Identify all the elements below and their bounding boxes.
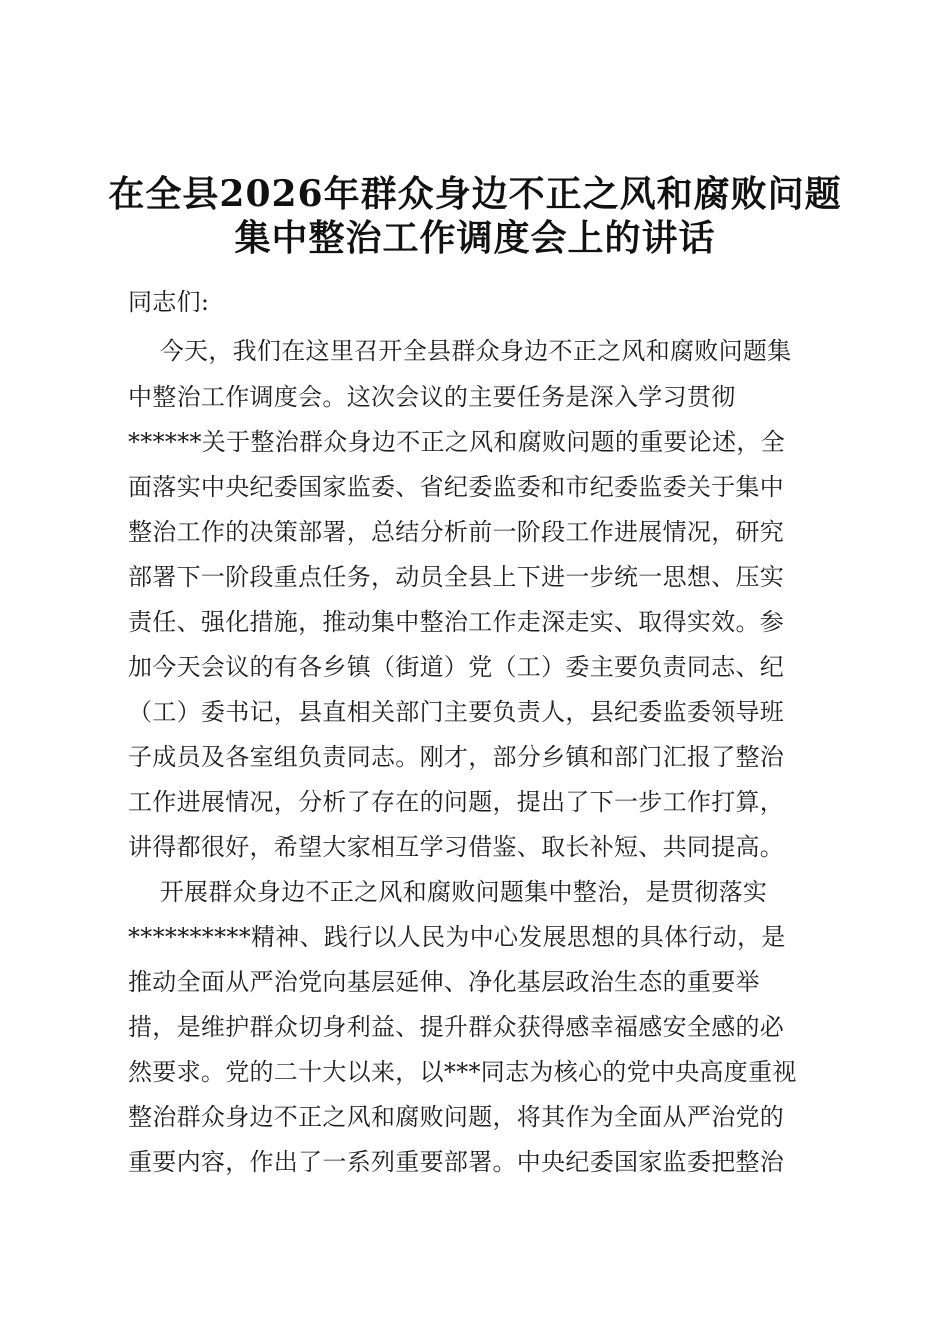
- document-title-line-2: 集中整治工作调度会上的讲话: [234, 217, 716, 259]
- paragraph-line: 面落实中央纪委国家监委、省纪委监委和市纪委监委关于集中: [128, 473, 785, 501]
- paragraph-line: ******关于整治群众身边不正之风和腐败问题的重要论述，全: [128, 428, 785, 456]
- paragraph-line: 工作进展情况，分析了存在的问题，提出了下一步工作打算，: [128, 788, 785, 816]
- document-title-line-1: 在全县2026年群众身边不正之风和腐败问题: [108, 173, 842, 215]
- paragraph-line: 部署下一阶段重点任务，动员全县上下进一步统一思想、压实: [128, 563, 785, 591]
- paragraph-line: 责任、强化措施，推动集中整治工作走深走实、取得实效。参: [128, 608, 785, 636]
- paragraph-line: 重要内容，作出了一系列重要部署。中央纪委国家监委把整治: [128, 1148, 785, 1176]
- paragraph-line: 整治群众身边不正之风和腐败问题，将其作为全面从严治党的: [128, 1103, 785, 1131]
- paragraph-line: 今天，我们在这里召开全县群众身边不正之风和腐败问题集: [128, 337, 792, 365]
- paragraph-line: **********精神、践行以人民为中心发展思想的具体行动，是: [128, 923, 786, 951]
- paragraph-line: 推动全面从严治党向基层延伸、净化基层政治生态的重要举: [128, 968, 760, 996]
- paragraph-line: 子成员及各室组负责同志。刚才，部分乡镇和部门汇报了整治: [128, 743, 785, 771]
- paragraph-line: 加今天会议的有各乡镇（街道）党（工）委主要负责同志、纪: [128, 653, 785, 681]
- paragraph-line: 措，是维护群众切身利益、提升群众获得感幸福感安全感的必: [128, 1013, 785, 1041]
- paragraph-line: （工）委书记，县直相关部门主要负责人，县纪委监委领导班: [128, 698, 785, 726]
- paragraph-line: 开展群众身边不正之风和腐败问题集中整治，是贯彻落实: [128, 878, 768, 906]
- paragraph-line: 中整治工作调度会。这次会议的主要任务是深入学习贯彻: [128, 383, 736, 411]
- paragraph-line: 讲得都很好，希望大家相互学习借鉴、取长补短、共同提高。: [128, 833, 785, 861]
- paragraph-line: 整治工作的决策部署，总结分析前一阶段工作进展情况，研究: [128, 518, 785, 546]
- salutation: 同志们:: [128, 288, 210, 316]
- paragraph-line: 然要求。党的二十大以来，以***同志为核心的党中央高度重视: [128, 1058, 797, 1086]
